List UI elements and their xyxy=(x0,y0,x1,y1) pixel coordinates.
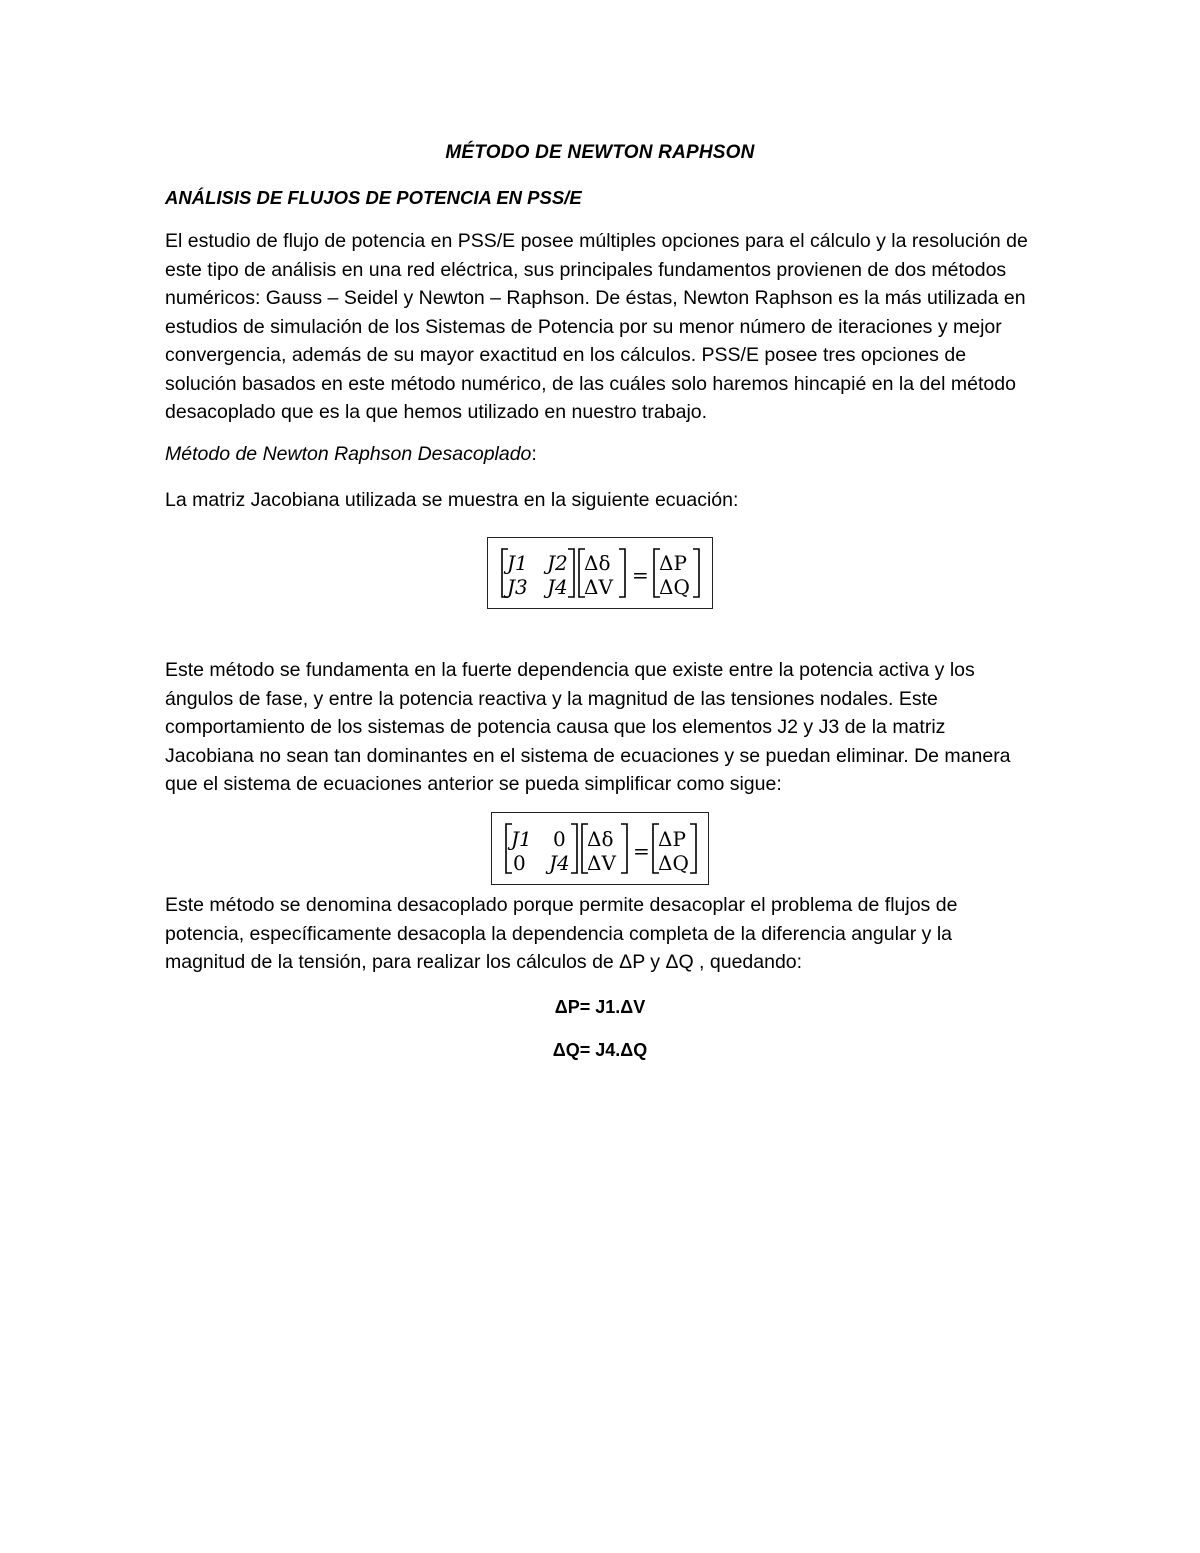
right-bracket-icon xyxy=(693,549,699,597)
matrix-cell: J4 xyxy=(547,575,568,599)
result-equation-dq: ΔQ= J4.ΔQ xyxy=(552,1040,648,1060)
paragraph-decoupling xyxy=(165,656,1045,799)
matrix-cell: J2 xyxy=(547,551,568,575)
matrix-cell: J1 xyxy=(511,827,532,851)
paragraph-line: numéricos: Gauss – Seidel y Newton – Raphson. De éstas, Newton Raphson es la más utilizada en xyxy=(165,287,1026,309)
equals-sign: = xyxy=(632,563,649,587)
paragraph-line: desacoplado que es la que hemos utilizado en nuestro trabajo. xyxy=(165,401,708,423)
paragraph-line: solución basados en este método numérico, de las cuáles solo haremos hincapié en la del método xyxy=(165,372,1016,395)
equation-jacobian-full xyxy=(487,537,713,609)
result-equation-dp: ΔP= J1.ΔV xyxy=(554,997,646,1017)
paragraph-line: Este método se denomina desacoplado porque permite desacoplar el problema de flujos de xyxy=(165,894,958,916)
paragraph-line: potencia, específicamente desacopla la dependencia completa de la diferencia angular y la xyxy=(165,922,953,945)
paragraph-line: ángulos de fase, y entre la potencia reactiva y la magnitud de las tensiones nodales. Este xyxy=(165,687,938,710)
paragraph-intro xyxy=(165,227,1045,427)
paragraph-line: que el sistema de ecuaciones anterior se pueda simplificar como sigue: xyxy=(165,773,782,795)
vector-cell: Δδ xyxy=(584,551,611,575)
section-heading xyxy=(165,440,1045,469)
right-bracket-icon xyxy=(571,824,577,873)
paragraph-line: Este método se fundamenta en la fuerte dependencia que existe entre la potencia activa y los xyxy=(165,659,975,681)
paragraph-line: este tipo de análisis en una red eléctrica, sus principales fundamentos provienen de dos métodos xyxy=(165,258,1007,281)
paragraph-line: La matriz Jacobiana utilizada se muestra en la siguiente ecuación: xyxy=(165,489,739,511)
paragraph-line: Jacobiana no sean tan dominantes en el sistema de ecuaciones y se puedan eliminar. De manera xyxy=(165,744,1011,767)
paragraph-line: comportamiento de los sistemas de potencia causa que los elementos J2 y J3 de la matriz xyxy=(165,716,946,738)
equals-sign: = xyxy=(633,839,650,863)
paragraph-line: convergencia, además de su mayor exactitud en los cálculos. PSS/E posee tres opciones de xyxy=(165,344,967,366)
paragraph-line: estudios de simulación de los Sistemas de Potencia por su menor número de iteraciones y mejor xyxy=(165,315,1002,338)
matrix-cell: J1 xyxy=(507,551,528,575)
result-cell: ΔP xyxy=(658,827,686,851)
paragraph-conclusion xyxy=(165,891,1045,977)
document-title: MÉTODO DE NEWTON RAPHSON xyxy=(445,142,755,163)
result-cell: ΔQ xyxy=(659,575,690,599)
right-bracket-icon xyxy=(619,549,625,597)
right-bracket-icon xyxy=(690,824,696,873)
result-cell: ΔQ xyxy=(658,851,689,875)
equation-jacobian-decoupled xyxy=(491,812,709,885)
matrix-cell: 0 xyxy=(513,851,526,875)
matrix-cell: J4 xyxy=(549,851,570,875)
paragraph-line: magnitud de la tensión, para realizar los cálculos de ΔP y ΔQ , quedando: xyxy=(165,951,803,973)
right-bracket-icon xyxy=(621,824,627,873)
section-heading-colon: : xyxy=(531,443,537,465)
vector-cell: ΔV xyxy=(584,575,613,599)
paragraph-line: El estudio de flujo de potencia en PSS/E posee múltiples opciones para el cálculo y la resolución de xyxy=(165,230,1028,252)
matrix-cell: J3 xyxy=(507,575,528,599)
result-cell: ΔP xyxy=(659,551,687,575)
paragraph-matrix-intro xyxy=(165,486,1045,515)
right-bracket-icon xyxy=(568,549,574,597)
section-subtitle: ANÁLISIS DE FLUJOS DE POTENCIA EN PSS/E xyxy=(165,187,582,208)
section-heading-text: Método de Newton Raphson Desacoplado xyxy=(165,443,532,465)
vector-cell: Δδ xyxy=(587,827,614,851)
matrix-cell: 0 xyxy=(553,827,566,851)
vector-cell: ΔV xyxy=(587,851,616,875)
